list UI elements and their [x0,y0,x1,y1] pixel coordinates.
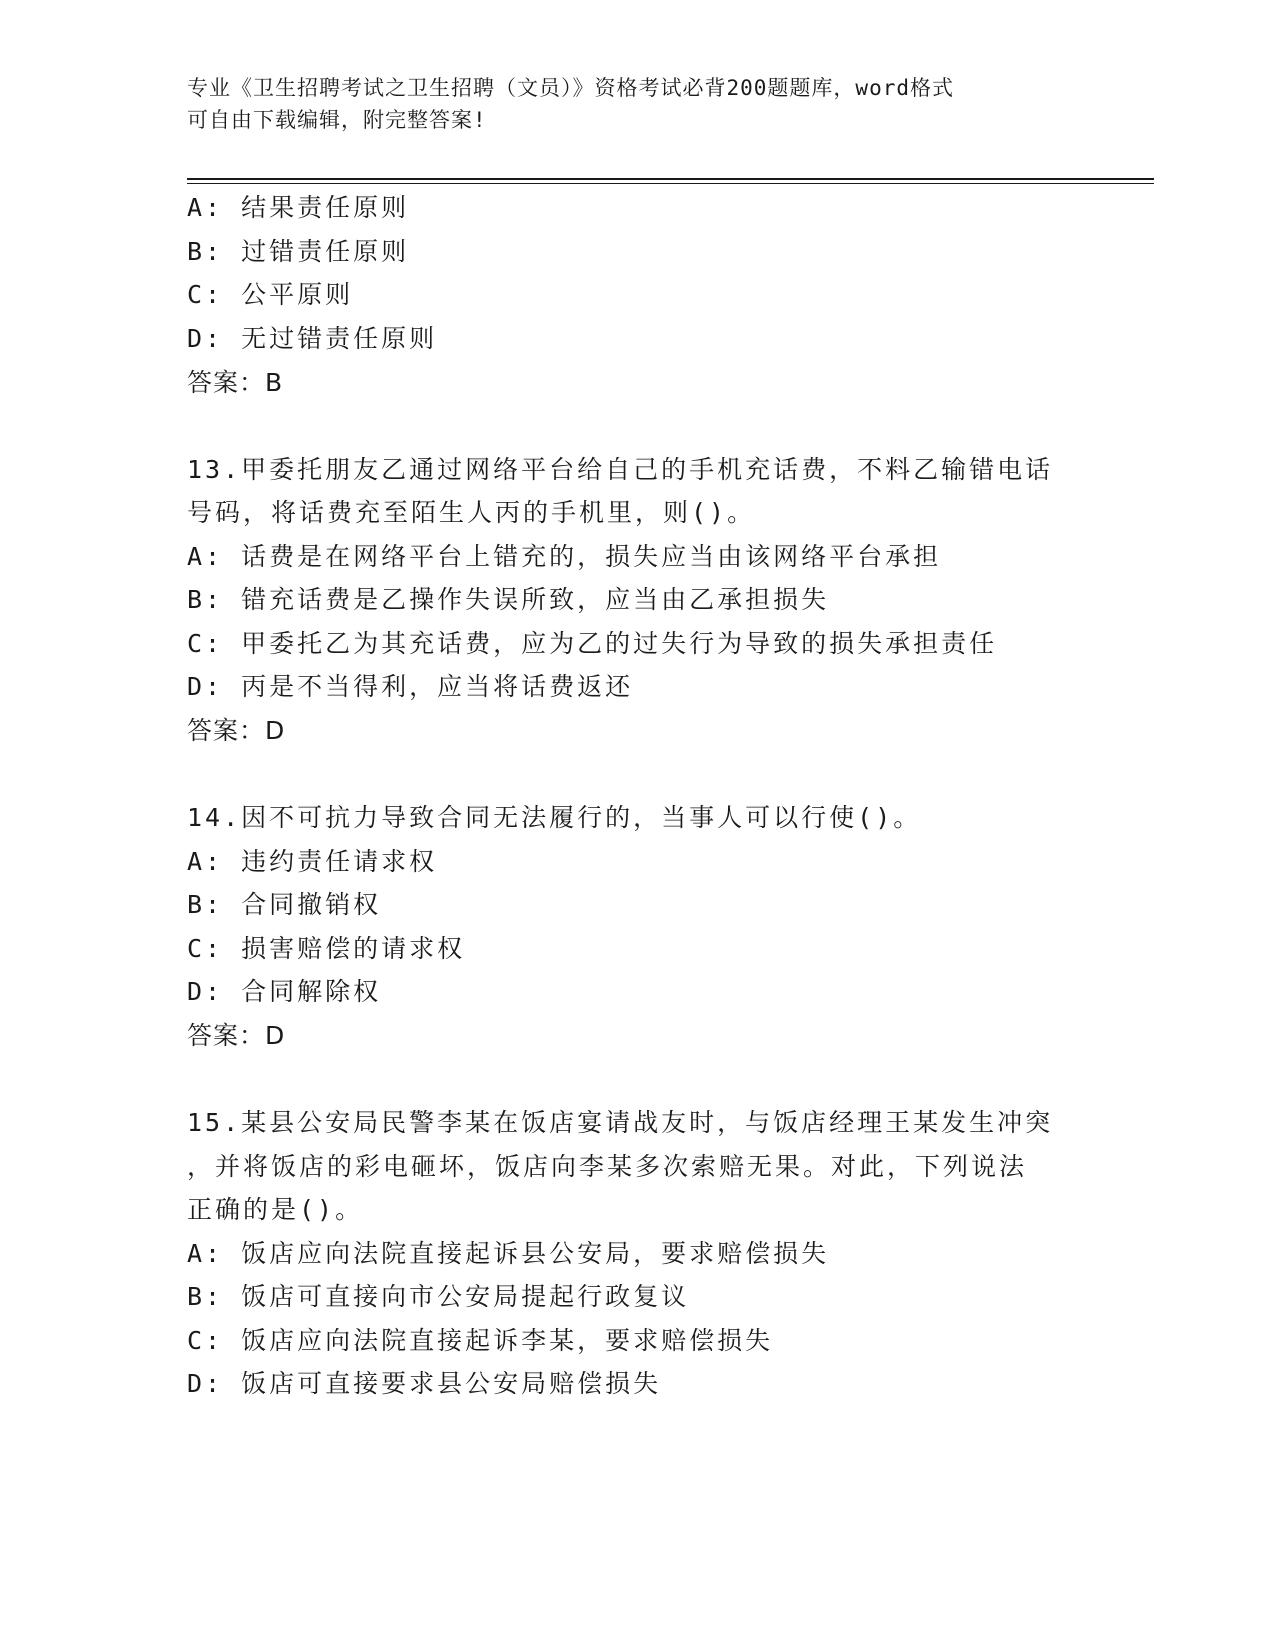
q14-option-b: B: 合同撤销权 [187,890,382,919]
header-line-2: 可自由下载编辑，附完整答案! [187,108,487,132]
header-rule-thick [187,178,1154,180]
q14-option-d: D: 合同解除权 [187,977,382,1006]
header-rule-thin [187,183,1154,184]
prev-option-a: A: 结果责任原则 [187,193,410,222]
q15-stem-line-3: 正确的是()。 [187,1195,364,1224]
q14-option-c: C: 损害赔偿的请求权 [187,934,466,963]
header-line-1: 专业《卫生招聘考试之卫生招聘（文员）》资格考试必背200题题库，word格式 [187,76,954,100]
q13-stem-line-2: 号码，将话费充至陌生人丙的手机里，则()。 [187,498,756,527]
prev-option-c: C: 公平原则 [187,280,354,309]
q13-option-d: D: 丙是不当得利，应当将话费返还 [187,672,634,701]
prev-answer: 答案：B [187,368,284,397]
q13-option-b: B: 错充话费是乙操作失误所致，应当由乙承担损失 [187,585,830,614]
q15-stem-line-1: 15.某县公安局民警李某在饭店宴请战友时，与饭店经理王某发生冲突 [187,1108,1054,1137]
prev-option-b: B: 过错责任原则 [187,237,410,266]
q15-option-a: A: 饭店应向法院直接起诉县公安局，要求赔偿损失 [187,1239,830,1268]
q15-stem-line-2: ，并将饭店的彩电砸坏，饭店向李某多次索赔无果。对此，下列说法 [187,1152,1028,1181]
q13-option-c: C: 甲委托乙为其充话费，应为乙的过失行为导致的损失承担责任 [187,629,998,658]
q13-answer: 答案：D [187,716,286,745]
q14-stem-line-1: 14.因不可抗力导致合同无法履行的，当事人可以行使()。 [187,803,922,832]
q15-option-b: B: 饭店可直接向市公安局提起行政复议 [187,1282,690,1311]
q14-answer: 答案：D [187,1021,286,1050]
q15-option-c: C: 饭店应向法院直接起诉李某，要求赔偿损失 [187,1326,774,1355]
q14-option-a: A: 违约责任请求权 [187,847,438,876]
q13-stem-line-1: 13.甲委托朋友乙通过网络平台给自己的手机充话费，不料乙输错电话 [187,455,1054,484]
q13-option-a: A: 话费是在网络平台上错充的，损失应当由该网络平台承担 [187,542,942,571]
prev-option-d: D: 无过错责任原则 [187,324,438,353]
document-header [187,72,1087,136]
q15-option-d: D: 饭店可直接要求县公安局赔偿损失 [187,1369,662,1398]
